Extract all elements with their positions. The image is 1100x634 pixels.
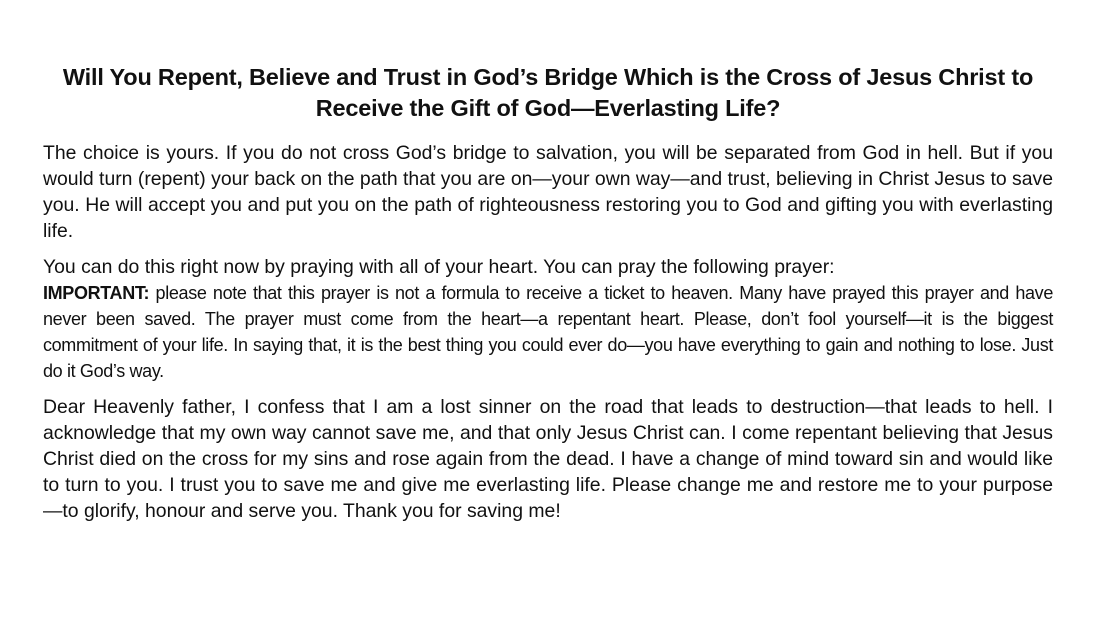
paragraph-prayer: Dear Heavenly father, I confess that I am a lost sinner on the road that leads to destruction—that leads to hell. I acknowledge that my own way cannot save me, and that only Jesus Christ can. I come repentant believing that Jesus Christ died on the cross for my sins and rose again from the dead. I have a change of mind toward sin and would like to turn to you. I trust you to save me and give me everlasting life. Please change me and restore me to your purpose—to glorify, honour and serve you. Thank you for saving me! <box>43 396 1053 522</box>
paragraph-important <box>43 280 1053 384</box>
important-label: IMPORTANT: <box>43 283 150 303</box>
document-title: Will You Repent, Believe and Trust in God’s Bridge Which is the Cross of Jesus Christ to Receive the Gift of God—Everlasting Life? <box>62 64 1034 121</box>
paragraph-choice: The choice is yours. If you do not cross God’s bridge to salvation, you will be separated from God in hell. But if you would turn (repent) your back on the path that you are on—your own way—and trust, believing in Christ Jesus to save you. He will accept you and put you on the path of righteousness restoring you to God and gifting you with everlasting life. <box>43 142 1053 242</box>
document-page <box>43 62 1053 524</box>
paragraph-pray-now: You can do this right now by praying with all of your heart. You can pray the following prayer: <box>43 256 835 278</box>
important-text: please note that this prayer is not a formula to receive a ticket to heaven. Many have prayed this prayer and have never been saved. The prayer must come from the heart—a repentant heart. Please, don’t fool yourself—it is the biggest commitment of your life. In saying that, it is the best thing you could ever do—you have everything to gain and nothing to lose. Just do it God’s way. <box>43 283 1053 381</box>
